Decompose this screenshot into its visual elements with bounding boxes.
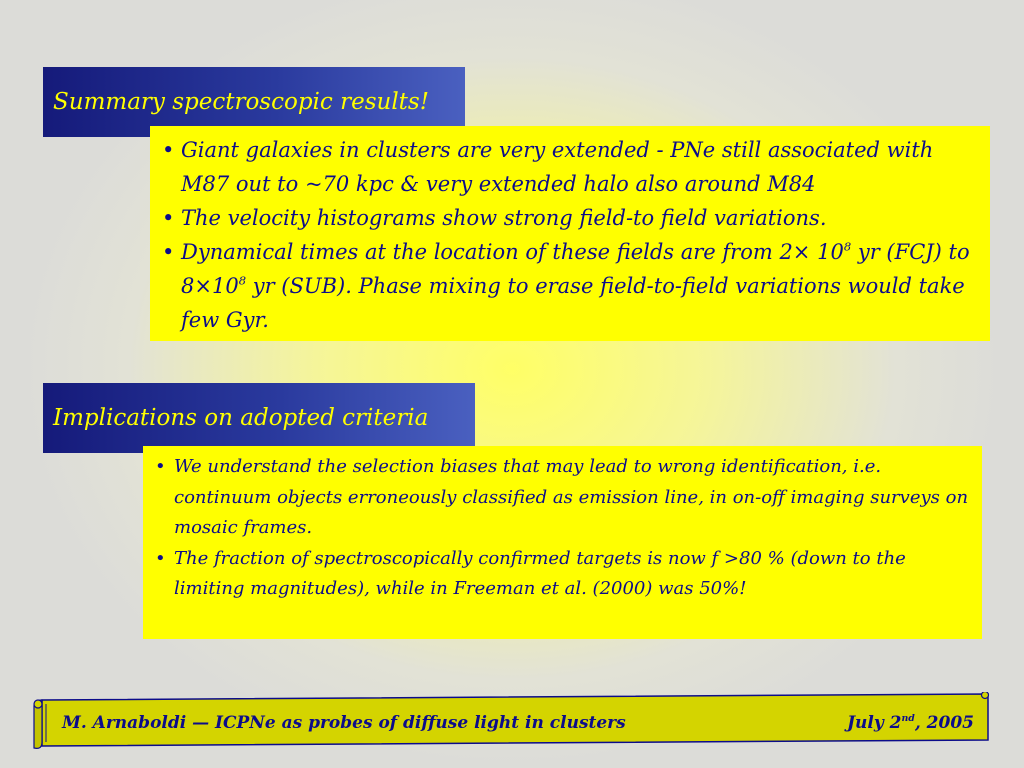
bullet-dot: • — [162, 240, 175, 264]
bullet-dot: • — [155, 547, 166, 569]
footer-date-suffix: nd — [901, 713, 915, 724]
bullet-text-c: yr (SUB). Phase mixing to erase field-to-field variations would take few Gyr. — [181, 274, 965, 332]
footer-date-part: July 2 — [847, 713, 902, 733]
bullet-text-a: Dynamical times at the location of these fields are from 2× 10 — [181, 240, 844, 264]
bullet-text-b: yr (FCJ) to 8×10 — [181, 240, 970, 298]
bullet-text: We understand the selection biases that may lead to wrong identification, i.e. continuum objects erroneously classified as emission line, in on-off imaging surveys on mosaic frames. — [174, 456, 969, 538]
footer-date — [847, 713, 974, 733]
section-title-implications — [43, 383, 475, 453]
bullet-text: The fraction of spectroscopically confirmed targets is now f >80 % (down to the limiting magnitudes), while in Freeman et al. (2000) was 50%! — [174, 547, 906, 599]
section-title-text: Implications on adopted criteria — [53, 405, 429, 431]
footer-author-title: M. Arnaboldi — ICPNe as probes of diffuse light in clusters — [62, 713, 626, 733]
bullet-item — [162, 133, 978, 201]
bullet-item — [155, 544, 970, 605]
superscript: 8 — [843, 239, 852, 254]
superscript: 8 — [238, 273, 247, 288]
bullet-dot: • — [162, 206, 175, 230]
bullet-dot: • — [162, 138, 175, 162]
summary-panel — [150, 126, 990, 341]
footer-date-year: , 2005 — [914, 713, 974, 733]
bullet-item — [155, 452, 970, 544]
bullet-text: Giant galaxies in clusters are very extended - PNe still associated with M87 out to ~70 kpc & very extended halo also around M84 — [181, 138, 934, 196]
bullet-dot: • — [155, 456, 166, 477]
section-title-text: Summary spectroscopic results! — [53, 89, 429, 115]
implications-panel — [143, 446, 982, 639]
bullet-item — [162, 235, 978, 337]
footer-scroll — [30, 692, 992, 750]
bullet-item — [162, 201, 978, 235]
bullet-text: The velocity histograms show strong field-to field variations. — [181, 206, 827, 230]
